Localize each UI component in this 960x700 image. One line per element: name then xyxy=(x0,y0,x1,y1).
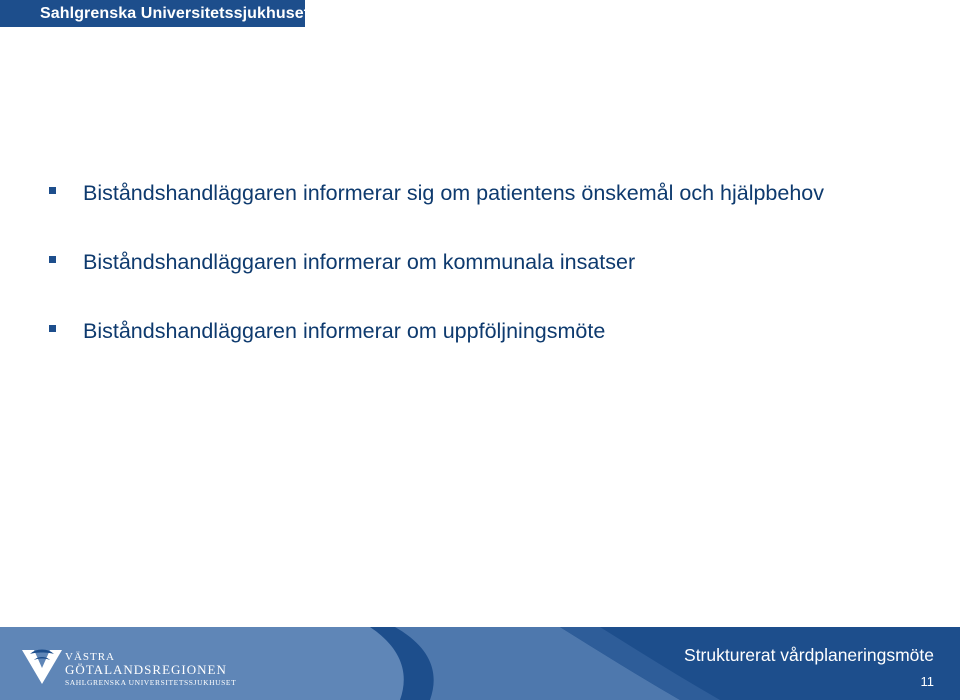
page-number: 11 xyxy=(920,674,934,689)
hospital-name: Sahlgrenska Universitetssjukhuset xyxy=(40,4,310,22)
bullet-item xyxy=(48,247,928,277)
square-bullet-icon xyxy=(49,187,56,194)
logo-line-2: GÖTALANDSREGIONEN xyxy=(65,662,227,677)
bullet-text: Biståndshandläggaren informerar sig om patientens önskemål och hjälpbehov xyxy=(83,181,825,205)
bullet-list xyxy=(48,178,928,385)
square-bullet-icon xyxy=(49,256,56,263)
header-banner xyxy=(0,0,310,27)
bullet-item xyxy=(48,178,928,208)
logo-line-3: SAHLGRENSKA UNIVERSITETSSJUKHUSET xyxy=(65,678,237,687)
bullet-text: Biståndshandläggaren informerar om kommunala insatser xyxy=(83,250,636,274)
logo-line-1: VÄSTRA xyxy=(65,651,116,663)
presentation-title: Strukturerat vårdplaneringsmöte xyxy=(684,645,934,665)
square-bullet-icon xyxy=(49,325,56,332)
bullet-item xyxy=(48,316,928,346)
footer-band xyxy=(0,627,960,700)
bullet-text: Biståndshandläggaren informerar om uppföljningsmöte xyxy=(83,319,606,343)
logo-wordmark xyxy=(65,651,236,688)
